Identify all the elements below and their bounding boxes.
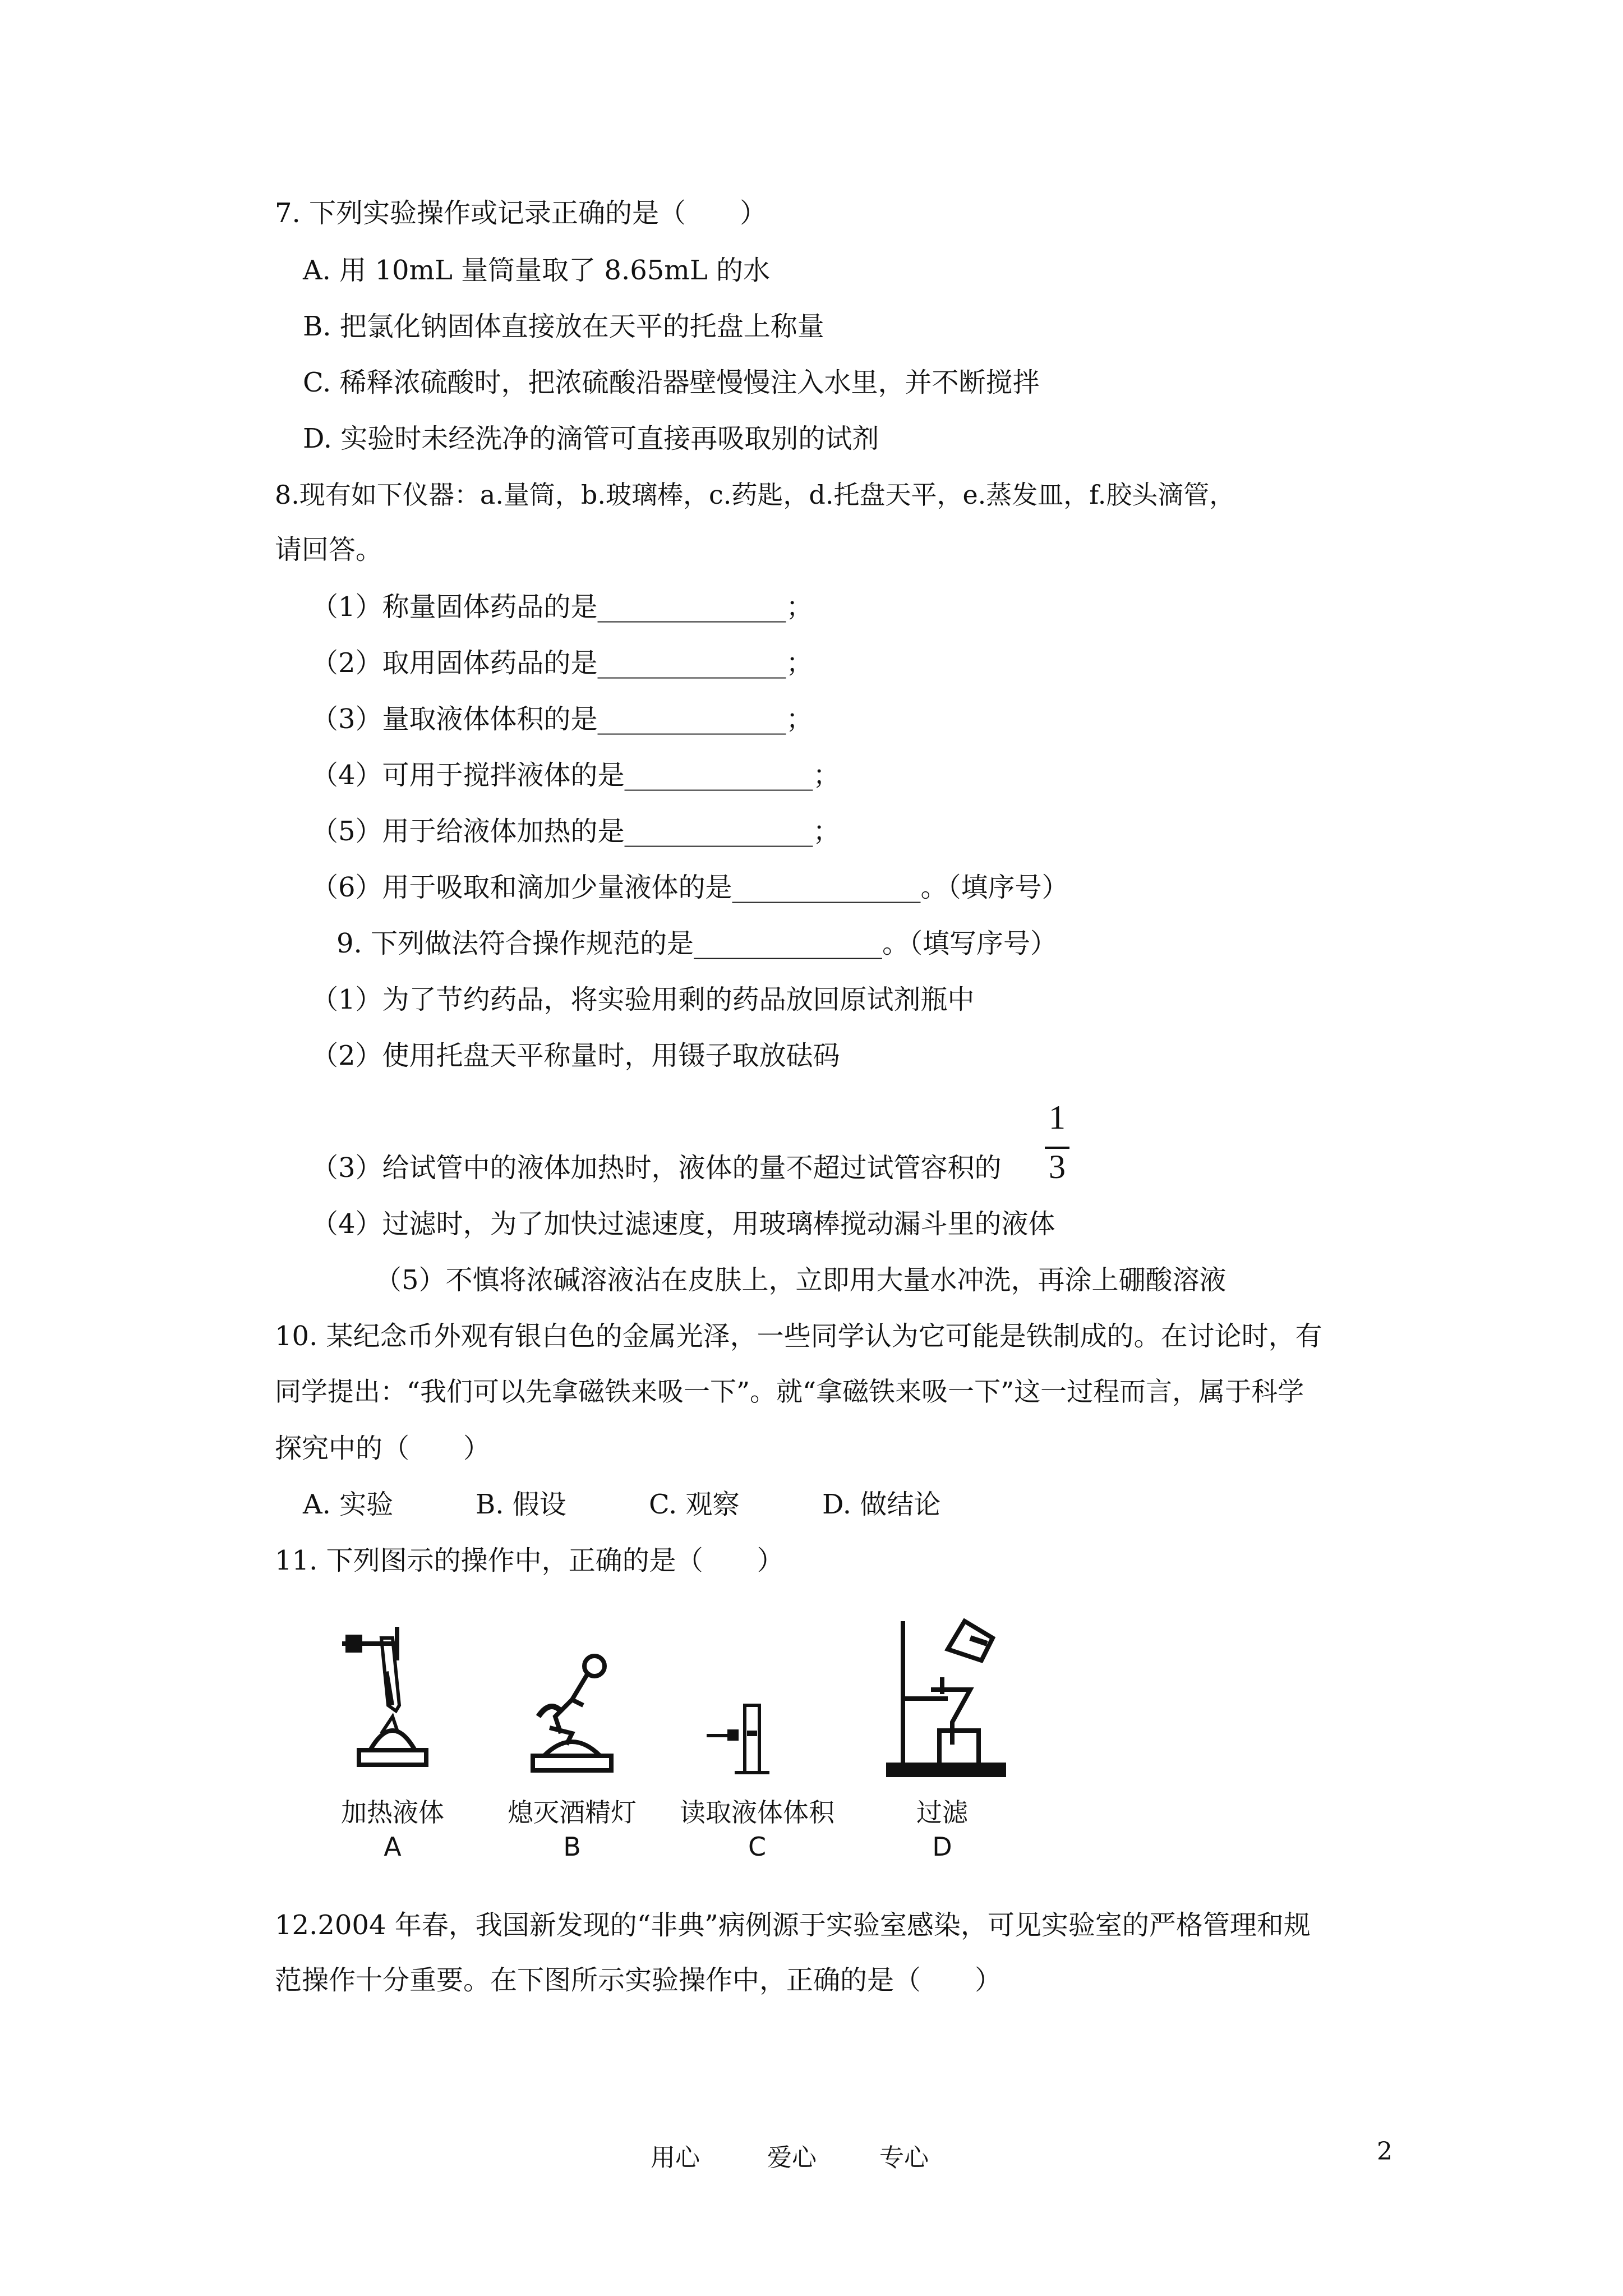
figure-c-caption: 读取液体体积	[680, 1797, 834, 1828]
q7-option-c: C. 稀释浓硫酸时，把浓硫酸沿器壁慢慢注入水里，并不断搅拌	[303, 367, 1040, 398]
page-number: 2	[1377, 2137, 1393, 2166]
heating-liquid-icon	[336, 1621, 449, 1784]
fraction-denominator: 3	[1049, 1148, 1066, 1185]
q9-item-4: （4）过滤时，为了加快过滤速度，用玻璃棒搅动漏斗里的液体	[311, 1208, 1055, 1240]
fraction-numerator: 1	[1049, 1099, 1066, 1136]
q8-stem-line1: 8.现有如下仪器：a.量筒，b.玻璃棒，c.药匙，d.托盘天平，e.蒸发皿，f.胶头滴管，	[275, 480, 1235, 510]
figure-c-letter: C	[748, 1832, 767, 1862]
figure-a-caption: 加热液体	[341, 1797, 444, 1828]
q7-option-a: A. 用 10mL 量筒量取了 8.65mL 的水	[303, 255, 770, 286]
q10-option-c: C. 观察	[649, 1489, 740, 1520]
q9-stem: 9. 下列做法符合操作规范的是______________。（填写序号）	[336, 928, 1058, 959]
extinguish-lamp-icon	[516, 1649, 628, 1784]
q8-item-5: （5）用于给液体加热的是______________；	[311, 816, 840, 847]
q8-item-1: （1）称量固体药品的是______________；	[311, 591, 813, 623]
q11-stem: 11. 下列图示的操作中，正确的是（ ）	[275, 1545, 784, 1576]
q8-item-6: （6）用于吸取和滴加少量液体的是______________。（填序号）	[311, 872, 1069, 903]
footer-motto-1: 用心	[651, 2143, 700, 2172]
q10-option-d: D. 做结论	[822, 1489, 941, 1520]
figure-d-caption: 过滤	[916, 1797, 968, 1828]
q12-line1: 12.2004 年春，我国新发现的“非典”病例源于实验室感染，可见实验室的严格管理和规	[275, 1910, 1311, 1941]
q9-item-5: （5）不慎将浓碱溶液沾在皮肤上，立即用大量水冲洗，再涂上硼酸溶液	[375, 1264, 1227, 1296]
figure-a-letter: A	[384, 1832, 402, 1862]
q12-line2: 范操作十分重要。在下图所示实验操作中，正确的是（ ）	[275, 1964, 1002, 1996]
q8-item-4: （4）可用于搅拌液体的是______________；	[311, 760, 840, 791]
q7-option-d: D. 实验时未经洗净的滴管可直接再吸取别的试剂	[303, 423, 879, 454]
q10-line2: 同学提出：“我们可以先拿磁铁来吸一下”。就“拿磁铁来吸一下”这一过程而言，属于科学	[275, 1377, 1304, 1407]
q9-item-3: （3）给试管中的液体加热时，液体的量不超过试管容积的	[311, 1152, 1002, 1184]
q7-stem: 7. 下列实验操作或记录正确的是（ ）	[275, 197, 767, 229]
figure-d-letter: D	[932, 1832, 952, 1862]
figure-b-letter: B	[563, 1832, 581, 1862]
q8-stem-line2: 请回答。	[275, 534, 383, 565]
figure-b-caption: 熄灭酒精灯	[508, 1797, 637, 1828]
q7-option-b: B. 把氯化钠固体直接放在天平的托盘上称量	[303, 311, 824, 342]
read-volume-icon	[701, 1700, 785, 1778]
q8-item-3: （3）量取液体体积的是______________；	[311, 703, 813, 735]
q10-option-a: A. 实验	[303, 1489, 394, 1520]
q10-option-b: B. 假设	[476, 1489, 566, 1520]
filtration-icon	[886, 1616, 1021, 1784]
q9-item-2: （2）使用托盘天平称量时，用镊子取放砝码	[311, 1040, 840, 1071]
q9-item-1: （1）为了节约药品，将实验用剩的药品放回原试剂瓶中	[311, 984, 975, 1015]
q8-item-2: （2）取用固体药品的是______________；	[311, 647, 813, 679]
footer-motto-3: 专心	[879, 2143, 929, 2172]
q10-line1: 10. 某纪念币外观有银白色的金属光泽，一些同学认为它可能是铁制成的。在讨论时，有	[275, 1320, 1322, 1352]
q10-line3: 探究中的（ ）	[275, 1433, 491, 1464]
footer-motto-2: 爱心	[767, 2143, 817, 2172]
